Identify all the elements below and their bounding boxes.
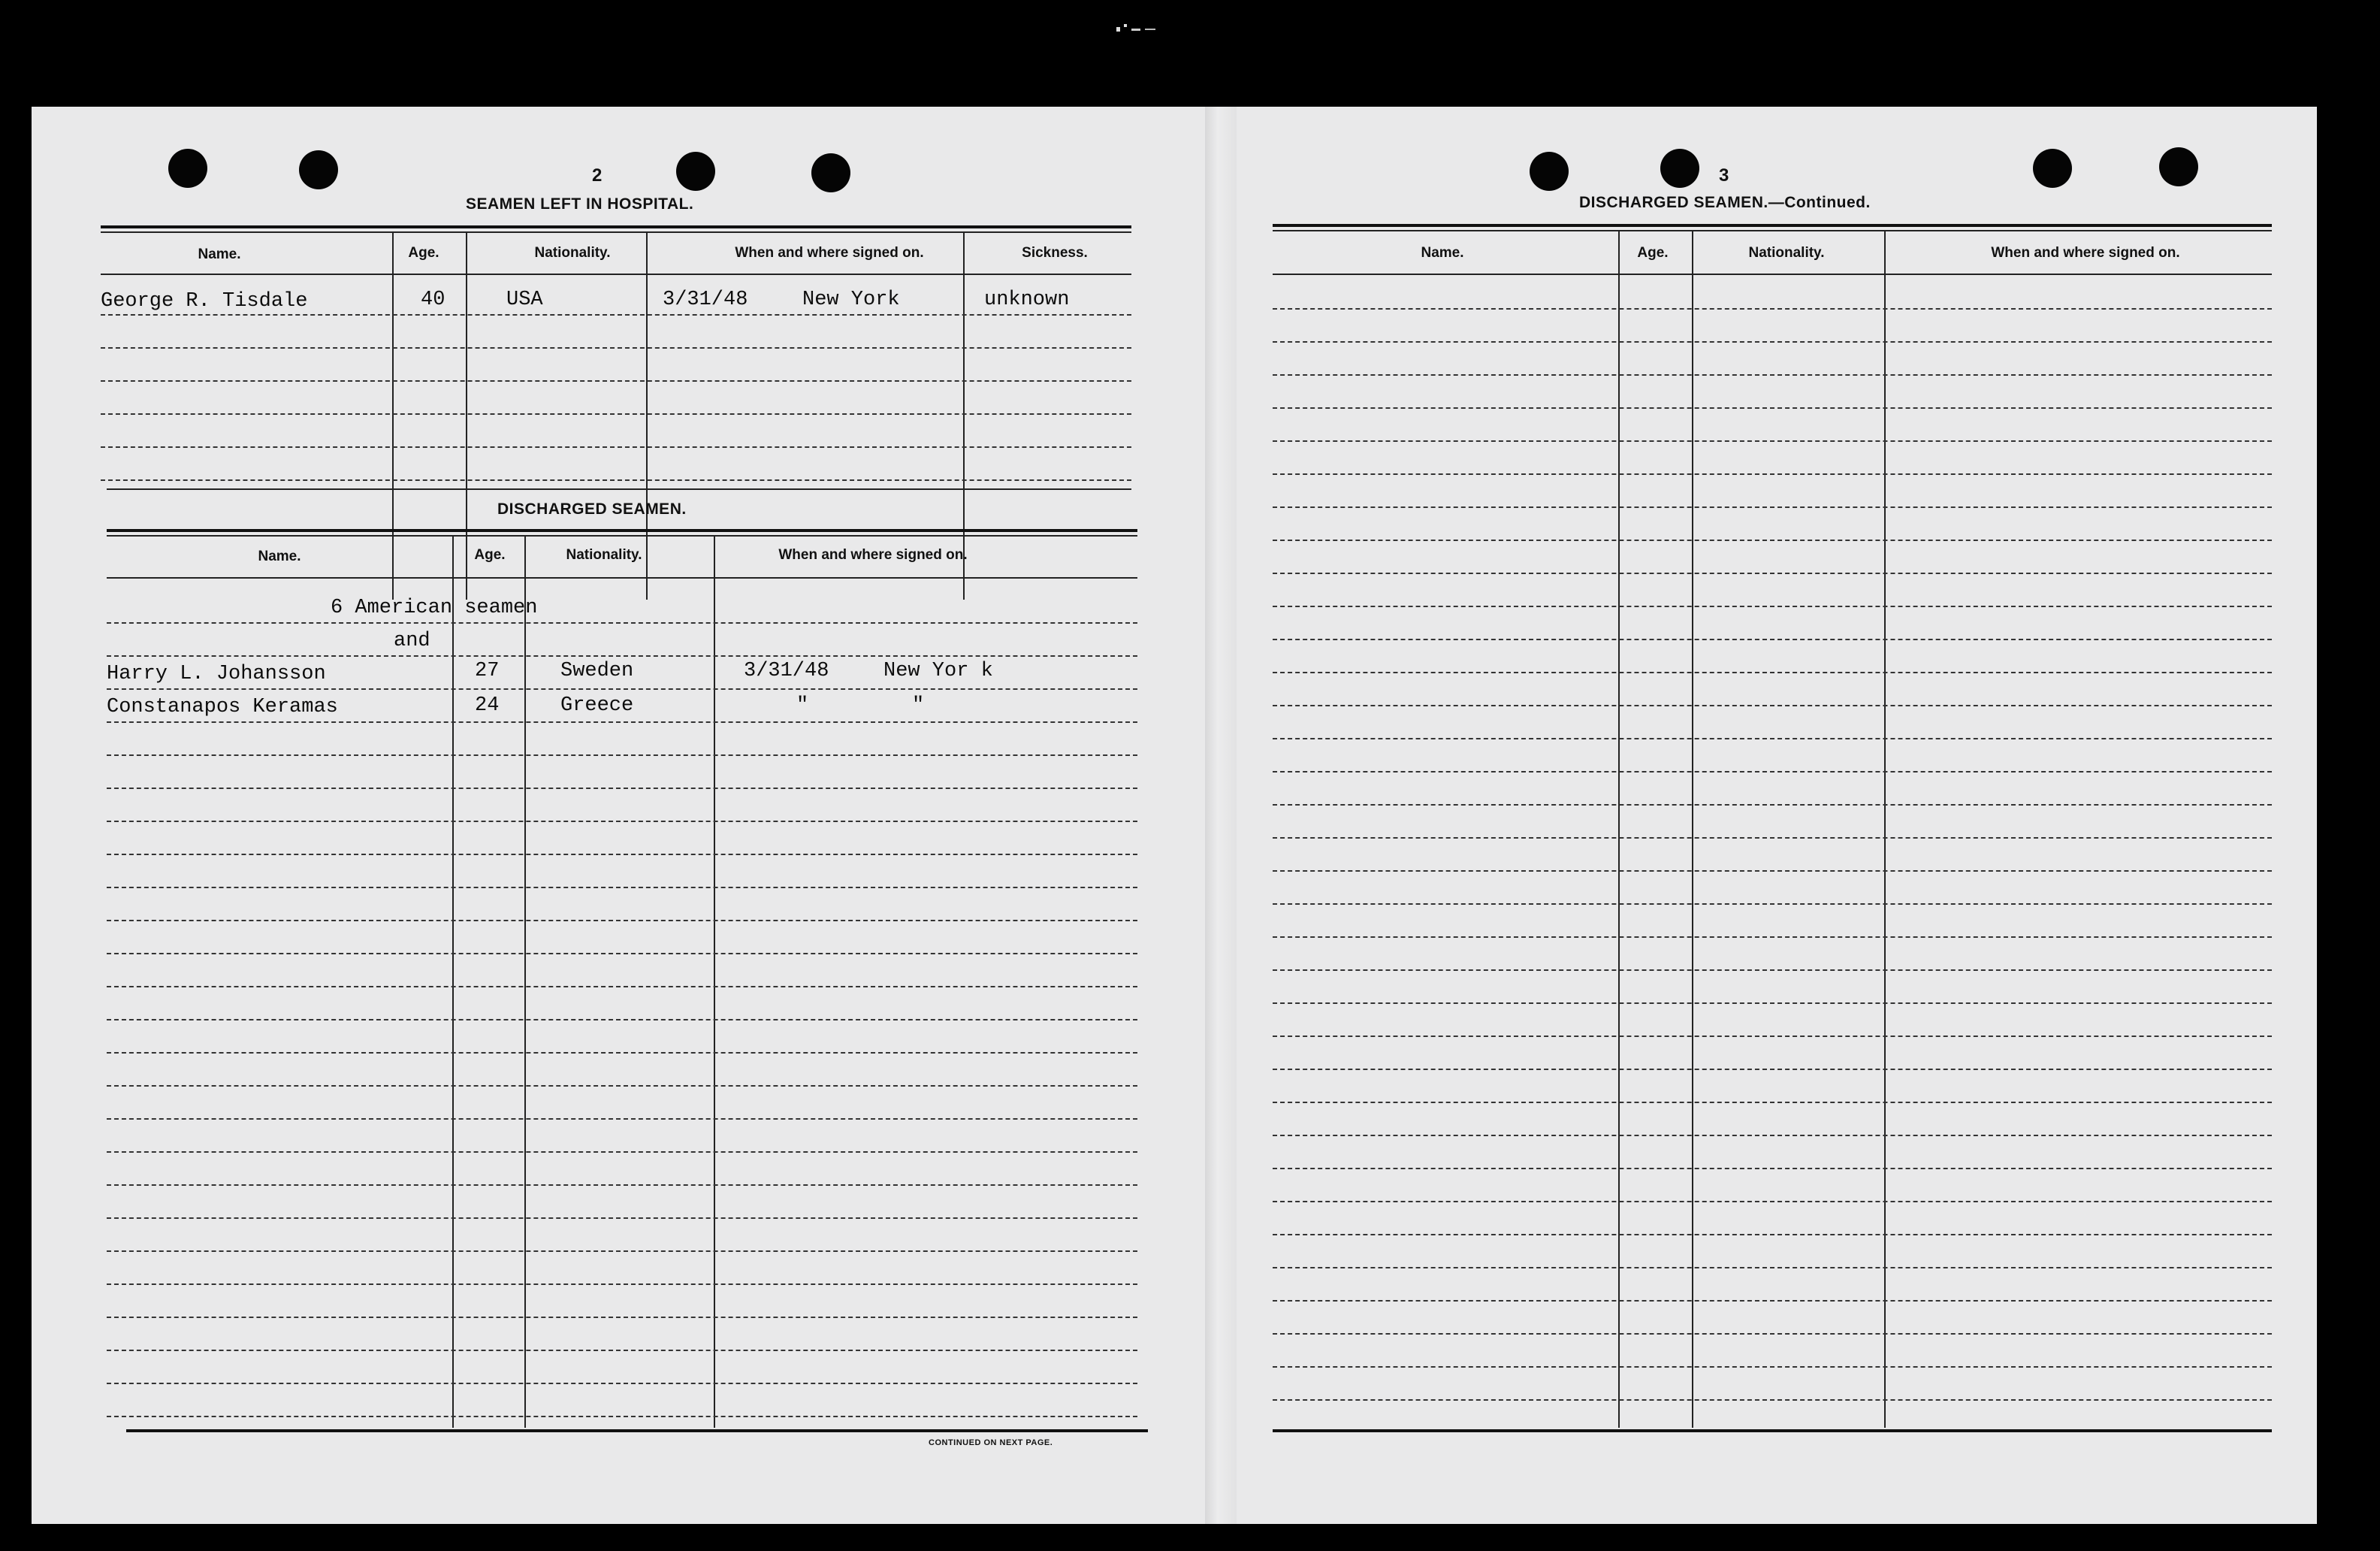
discharged-header-name: Name. [258,549,301,564]
hospital-header-age: Age. [408,245,439,261]
discharged-signed-place: New Yor k [883,660,993,682]
hospital-header-signed-on: When and where signed on. [735,245,924,261]
right-page [1237,107,2317,1524]
hospital-signed-place: New York [802,289,900,311]
page-number: 3 [1719,165,1729,186]
discharged-note: 6 American seamen [331,597,538,619]
left-page [32,107,1205,1524]
discharged-name: Constanapos Keramas [107,696,338,718]
discharged-age: 27 [475,660,500,682]
continued-header-age: Age. [1637,245,1669,261]
discharged-nationality: Sweden [560,660,634,682]
hospital-sickness: unknown [984,289,1070,311]
discharged-signed-place: " [912,694,925,717]
discharged-nationality: Greece [560,694,634,717]
discharged-signed-date: 3/31/48 [744,660,829,682]
discharged-age: 24 [475,694,500,717]
discharged-signed-date: " [796,694,809,717]
hospital-header-name: Name. [198,246,241,262]
document-sheet [32,107,2317,1524]
hospital-signed-date: 3/31/48 [663,289,748,311]
continued-header-signed-on: When and where signed on. [1991,245,2180,261]
discharged-header-age: Age. [474,547,506,563]
discharged-header-nationality: Nationality. [566,547,642,563]
hospital-name: George R. Tisdale [101,290,308,313]
discharged-name: Harry L. Johansson [107,663,326,685]
hospital-header-nationality: Nationality. [534,245,611,261]
continued-header-name: Name. [1421,245,1464,261]
hospital-age: 40 [421,289,445,311]
discharged-note-and: and [394,630,430,652]
continued-footer: CONTINUED ON NEXT PAGE. [929,1438,1053,1447]
hospital-section-title: SEAMEN LEFT IN HOSPITAL. [466,195,694,213]
page-fold [1205,107,1237,1524]
hospital-nationality: USA [506,289,543,311]
discharged-section-title: DISCHARGED SEAMEN. [497,500,687,518]
page-number: 2 [592,165,603,186]
discharged-header-signed-on: When and where signed on. [778,547,968,563]
discharged-continued-title: DISCHARGED SEAMEN.—Continued. [1579,194,1871,211]
continued-header-nationality: Nationality. [1748,245,1825,261]
hospital-header-sickness: Sickness. [1022,245,1088,261]
scan-speck-mark [1112,21,1179,36]
